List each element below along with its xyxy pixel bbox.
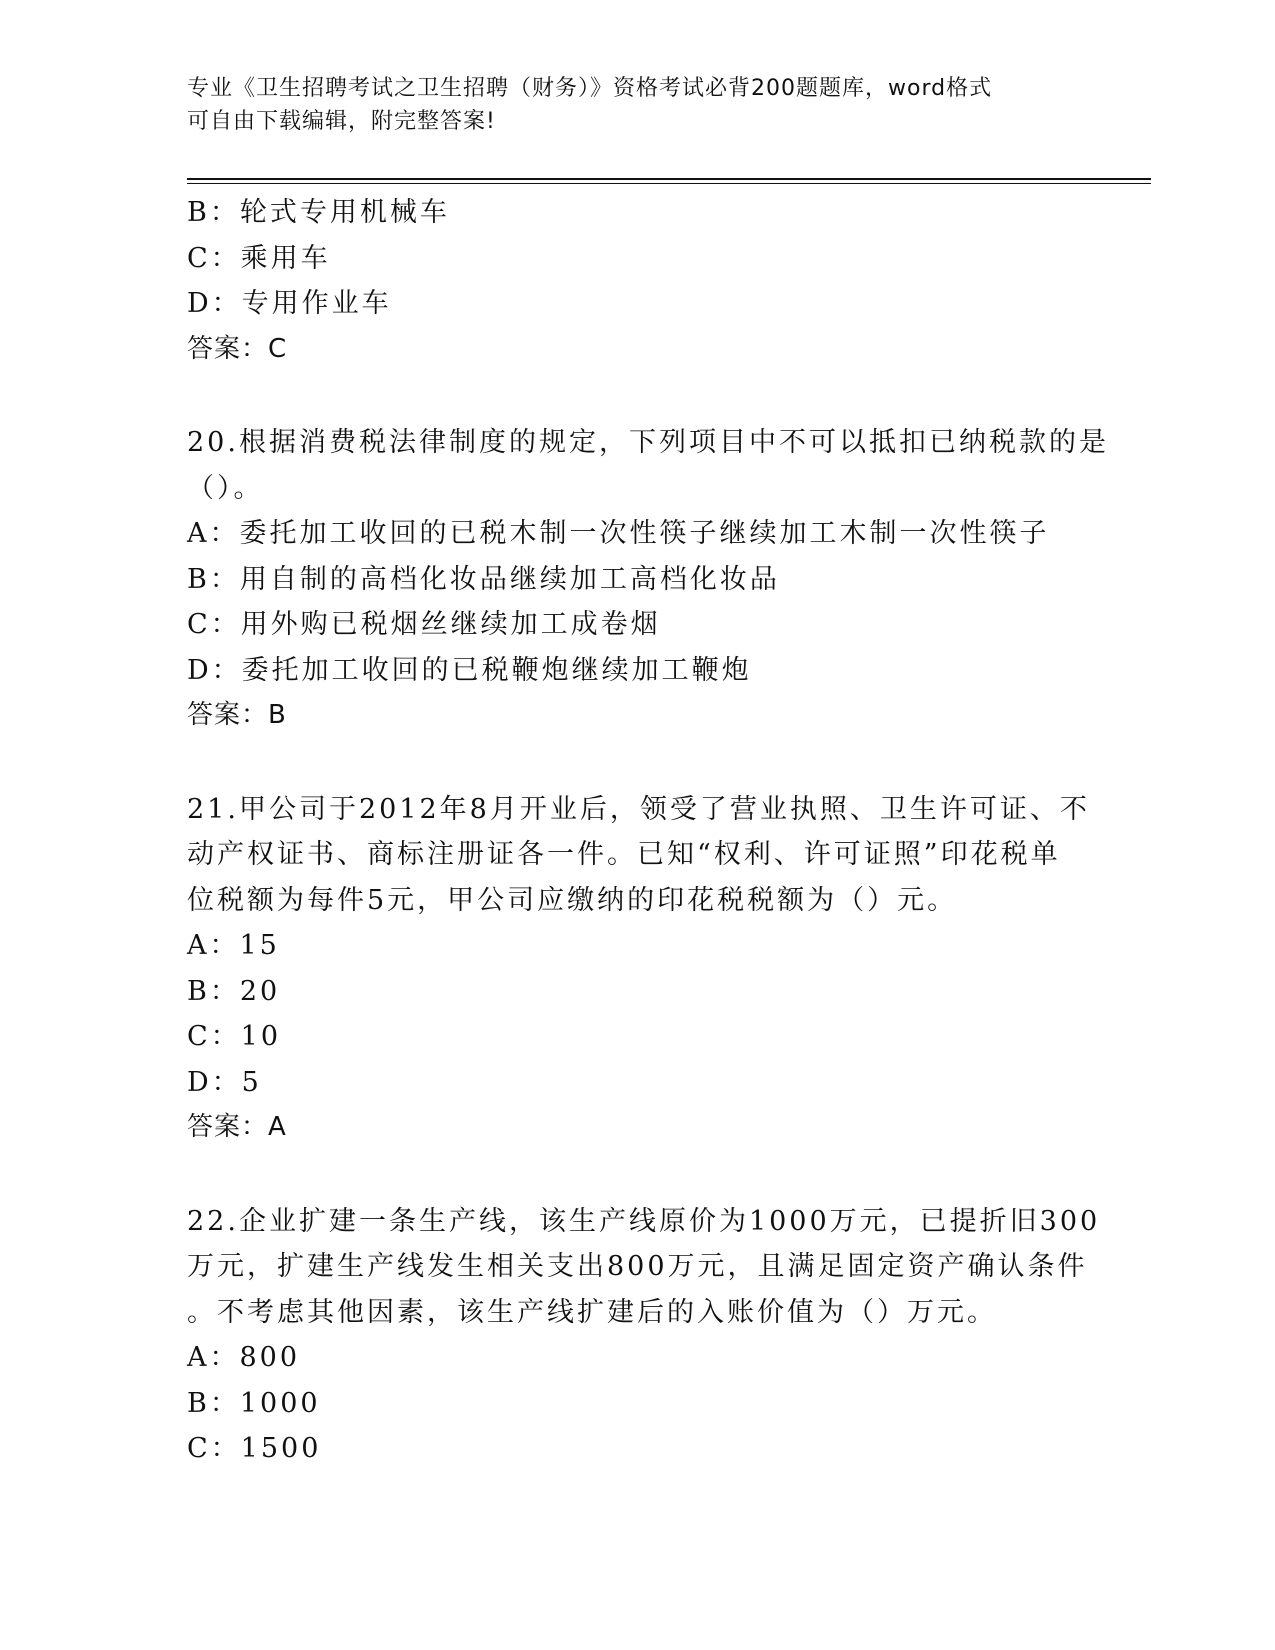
question-stem-line: （）。 <box>187 472 264 504</box>
answer-line: 答案：B <box>187 700 287 730</box>
option-b: B：20 <box>187 975 281 1007</box>
question-21 <box>187 787 1090 1151</box>
answer-line: 答案：A <box>187 1112 287 1142</box>
header-title-line-2: 可自由下载编辑，附完整答案! <box>187 109 496 134</box>
option-a: A：800 <box>187 1342 301 1373</box>
option-d: D：专用作业车 <box>187 288 392 319</box>
question-stem-line: 万元，扩建生产线发生相关支出800万元，且满足固定资产确认条件 <box>187 1251 1088 1282</box>
question-stem-line: 20.根据消费税法律制度的规定，下列项目中不可以抵扣已纳税款的是 <box>187 427 1109 458</box>
header-divider-thick <box>187 178 1151 180</box>
header-divider-thin <box>187 183 1151 184</box>
option-c: C：乘用车 <box>187 242 331 274</box>
option-a: A：委托加工收回的已税木制一次性筷子继续加工木制一次性筷子 <box>187 518 1050 549</box>
option-b: B：1000 <box>187 1387 321 1419</box>
document-header <box>187 72 1087 138</box>
question-list <box>187 190 1109 1472</box>
option-c: C：10 <box>187 1021 282 1052</box>
block-spacer <box>187 1151 1087 1199</box>
question-stem-line: 22.企业扩建一条生产线，该生产线原价为1000万元，已提折旧300 <box>187 1205 1101 1237</box>
block-spacer <box>187 372 1087 420</box>
answer-line: 答案：C <box>187 333 288 364</box>
option-b: B：用自制的高档化妆品继续加工高档化妆品 <box>187 563 780 595</box>
option-c: C：1500 <box>187 1433 322 1464</box>
question-22 <box>187 1199 1101 1472</box>
question-stem-line: 。不考虑其他因素，该生产线扩建后的入账价值为（）万元。 <box>187 1296 997 1328</box>
question-stem-line: 21.甲公司于2012年8月开业后，领受了营业执照、卫生许可证、不 <box>187 793 1090 825</box>
question-19-tail <box>187 190 1087 372</box>
header-title-line-1: 专业《卫生招聘考试之卫生招聘（财务）》资格考试必背200题题库，word格式 <box>187 76 993 101</box>
option-a: A：15 <box>187 930 280 961</box>
block-spacer <box>187 739 1087 787</box>
question-stem-line: 动产权证书、商标注册证各一件。已知“权利、许可证照”印花税单 <box>187 839 1061 870</box>
option-d: D：委托加工收回的已税鞭炮继续加工鞭炮 <box>187 654 752 686</box>
question-20 <box>187 420 1109 739</box>
option-d: D：5 <box>187 1066 262 1098</box>
option-c: C：用外购已税烟丝继续加工成卷烟 <box>187 609 661 640</box>
option-b: B：轮式专用机械车 <box>187 197 450 228</box>
question-stem-line: 位税额为每件5元，甲公司应缴纳的印花税税额为（）元。 <box>187 884 958 916</box>
